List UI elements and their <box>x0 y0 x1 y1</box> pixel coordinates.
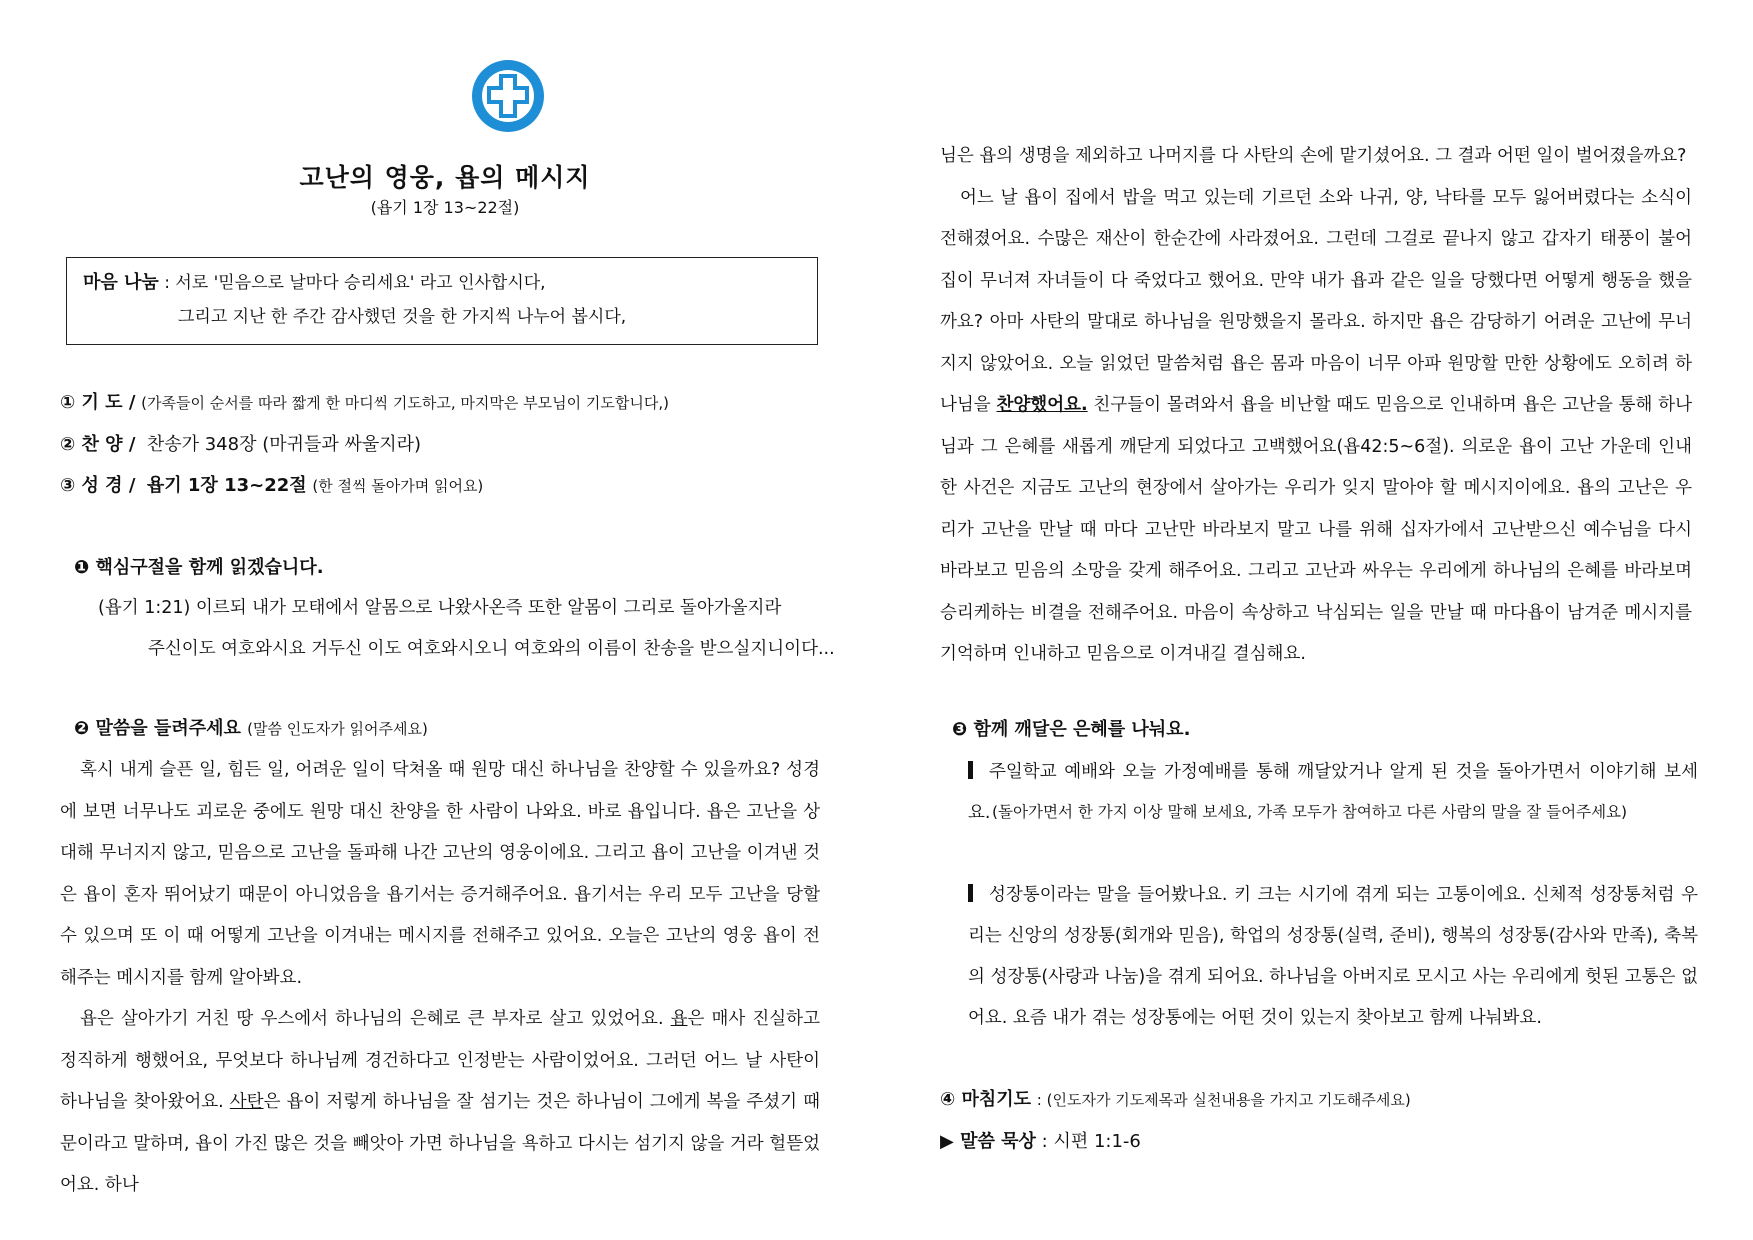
section2-heading <box>74 714 428 740</box>
church-logo-icon <box>470 58 546 134</box>
sermon-para4: 어느 날 욥이 집에서 밥을 먹고 있는데 기르던 소와 나귀, 양, 낙타를 모두 잃어버렸다는 소식이 전해졌어요. 수많은 재산이 한순간에 사라졌어요. 그런데 그걸로 끝나지 않고 갑자기 태풍이 불어 집이 무너져 자녀들이 다 죽었다고 했어요. 만약 내가 욥과 같은 일을 당했다면 어떻게 행동을 했을까요? 아마 사탄의 말대로 하나님을 원망했을지 몰라요. 하지만 욥은 감당하기 어려운 고난에 무너지지 않았어요. 오늘 읽었던 말씀처럼 욥은 몸과 마음이 너무 아파 원망할 만한 상황에도 오히려 하나님을 찬양했어요. 친구들이 몰려와서 욥을 비난할 때도 믿음으로 인내하며 욥은 고난을 통해 하나님과 그 은혜를 새롭게 깨닫게 되었다고 고백했어요(욥42:5~6절). 의로운 욥이 고난 가운데 인내한 사건은 지금도 고난의 현장에서 살아가는 우리가 잊지 말아야 할 메시지이에요. 욥의 고난은 우리가 고난을 만날 때 마다 고난만 바라보지 말고 나를 위해 십자가에서 고난받으신 예수님을 다시 바라보고 믿음의 소망을 갖게 해주어요. 그리고 고난과 싸우는 우리에게 하나님의 은혜를 바라보며 승리케하는 비결을 전해주어요. 마음이 속상하고 낙심되는 일을 만날 때 마다욥이 남겨준 메시지를 기억하며 인내하고 믿음으로 이겨내길 결심해요. <box>940 187 1692 664</box>
sermon-continued <box>940 136 1692 676</box>
sharing-label: 마음 나눔 <box>83 272 159 293</box>
section2-note: (말씀 인도자가 읽어주세요) <box>247 720 428 738</box>
sharing-box: 마음 나눔 : 서로 '믿음으로 날마다 승리세요' 라고 인사합시다, 그리고 지난 한 주간 감사했던 것을 한 가지씩 나누어 봅시다, <box>66 257 818 345</box>
page-subtitle: (욥기 1장 13~22절) <box>370 198 520 217</box>
order-item-prayer <box>60 388 669 414</box>
section3-heading: ❸ 함께 깨달은 은혜를 나눠요. <box>952 719 1191 740</box>
key-verse-line1: (욥기 1:21) 이르되 내가 모태에서 알몸으로 나왔사온즉 또한 알몸이 그리로 돌아가올지라 <box>98 598 782 618</box>
page-title: 고난의 영웅, 욥의 메시지 <box>299 163 591 192</box>
order-label: ① 기 도 / <box>60 392 136 413</box>
order-label: ③ 성 경 / <box>60 475 136 496</box>
sharing-line2: 그리고 지난 한 주간 감사했던 것을 한 가지씩 나누어 봅시다, <box>178 307 627 327</box>
question-2-text: 성장통이라는 말을 들어봤나요. 키 크는 시기에 겪게 되는 고통이에요. 신체적 성장통처럼 우리는 신앙의 성장통(회개와 믿음), 학업의 성장통(실력, 준비), 행복의 성장통(감사와 만족), 축복의 성장통(사랑과 나눔)을 겪게 되어요. 하나님을 아버지로 모시고 사는 우리에게 헛된 고통은 없어요. 요즘 내가 겪는 성장통에는 어떤 것이 있는지 찾아보고 함께 나눠봐요. <box>968 885 1698 1028</box>
meditation-label: ▶ 말씀 묵상 <box>940 1131 1036 1152</box>
order-item-scripture <box>60 471 483 497</box>
closing-note: : (인도자가 기도제목과 실천내용을 가지고 기도해주세요) <box>1036 1091 1411 1109</box>
key-verse-line2: 주신이도 여호와시요 거두신 이도 여호와시오니 여호와의 이름이 찬송을 받으실지니이다... <box>148 639 835 659</box>
question-1-note: (돌아가면서 한 가지 이상 말해 보세요, 가족 모두가 참여하고 다른 사람의 말을 잘 들어주세요) <box>992 803 1628 821</box>
meditation-value: : 시편 1:1-6 <box>1041 1131 1141 1152</box>
sermon-para1: 혹시 내게 슬픈 일, 힘든 일, 어려운 일이 닥쳐올 때 원망 대신 하나님을 찬양할 수 있을까요? 성경에 보면 너무나도 괴로운 중에도 원망 대신 찬양을 한 사람이 나와요. 바로 욥입니다. 욥은 고난을 상대해 무너지지 않고, 믿음으로 고난을 돌파해 나간 고난의 영웅이에요. 그리고 욥이 고난을 이겨낸 것은 욥이 혼자 뛰어났기 때문이 아니었음을 욥기서는 증거해주어요. 욥기서는 우리 모두 고난을 당할 수 있으며 또 이 때 어떻게 고난을 이겨내는 메시지를 전해주고 있어요. 오늘은 고난의 영웅 욥이 전해주는 메시지를 함께 알아봐요. <box>60 760 820 988</box>
closing-label: ④ 마침기도 <box>940 1089 1032 1110</box>
question-2 <box>968 875 1698 1039</box>
order-label: ② 찬 양 / <box>60 434 136 455</box>
closing-prayer <box>940 1085 1411 1111</box>
sermon-para3: 님은 욥의 생명을 제외하고 나머지를 다 사탄의 손에 맡기셨어요. 그 결과 어떤 일이 벌어졌을까요? <box>940 146 1687 166</box>
section2-title: ❷ 말씀을 들려주세요 <box>74 718 241 739</box>
order-detail: (가족들이 순서를 따라 짧게 한 마디씩 기도하고, 마지막은 부모님이 기도합니다,) <box>141 394 669 412</box>
question-1-text: 주일학교 예배와 오늘 가정예배를 통해 깨달았거나 알게 된 것을 돌아가면서 이야기해 보세요. <box>968 762 1698 823</box>
order-detail: 찬송가 348장 (마귀들과 싸울지라) <box>146 434 422 455</box>
sermon-text <box>60 750 820 1207</box>
order-detail: (한 절씩 돌아가며 읽어요) <box>312 477 484 495</box>
bullet-icon <box>968 761 983 779</box>
sermon-para2: 욥은 살아가기 거친 땅 우스에서 하나님의 은혜로 큰 부자로 살고 있었어요. 욥은 매사 진실하고 정직하게 행했어요, 무엇보다 하나님께 경건하다고 인정받는 사람이었어요. 그러던 어느 날 사탄이 하나님을 찾아왔어요. 사탄은 욥이 저렇게 하나님을 잘 섬기는 것은 하나님이 그에게 복을 주셨기 때문이라고 말하며, 욥이 가진 많은 것을 빼앗아 가면 하나님을 욕하고 다시는 섬기지 않을 거라 헐뜯었어요. 하나 <box>60 1009 820 1195</box>
meditation <box>940 1127 1141 1153</box>
sharing-line1: 서로 '믿음으로 날마다 승리세요' 라고 인사합시다, <box>175 273 546 293</box>
section1-heading: ❶ 핵심구절을 함께 읽겠습니다. <box>74 557 324 578</box>
bullet-icon <box>968 884 983 902</box>
order-item-hymn <box>60 430 421 456</box>
order-detail-bold: 욥기 1장 13~22절 <box>146 475 307 496</box>
